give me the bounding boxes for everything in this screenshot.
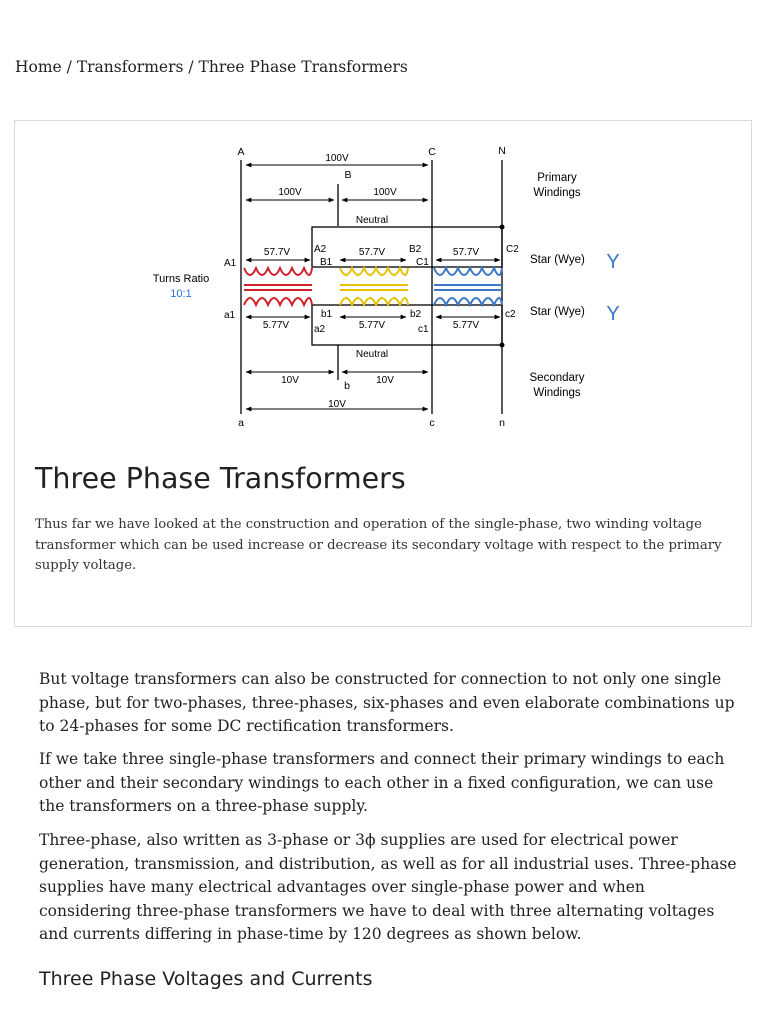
svg-text:a2: a2 <box>314 324 326 335</box>
svg-text:b2: b2 <box>410 309 422 320</box>
transformer-cores <box>244 285 502 290</box>
breadcrumb-current: Three Phase Transformers <box>198 58 408 76</box>
svg-text:C1: C1 <box>416 257 429 268</box>
svg-text:b: b <box>344 380 350 392</box>
card-title: Three Phase Transformers <box>35 462 406 495</box>
svg-text:b1: b1 <box>321 309 333 320</box>
svg-text:A2: A2 <box>314 244 327 255</box>
breadcrumb-separator: / <box>61 58 77 76</box>
svg-text:100V: 100V <box>278 187 302 198</box>
svg-text:c: c <box>429 417 435 429</box>
svg-text:a: a <box>238 417 244 429</box>
svg-text:100V: 100V <box>325 153 349 164</box>
paragraph-2: If we take three single-phase transformers and connect their primary windings to each other and their secondary windings to each other in a fixed configuration, we can use the transformers on a three-phase supply. <box>39 750 725 815</box>
svg-text:Neutral: Neutral <box>355 215 389 226</box>
voltage-labels <box>263 153 479 410</box>
svg-text:C2: C2 <box>506 244 519 255</box>
svg-text:B1: B1 <box>320 257 333 268</box>
three-phase-transformer-diagram <box>130 140 620 440</box>
svg-text:57.7V: 57.7V <box>263 247 291 258</box>
svg-text:5.77V: 5.77V <box>452 320 480 331</box>
breadcrumb <box>15 58 408 76</box>
svg-text:Primary: Primary <box>537 172 577 184</box>
breadcrumb-separator: / <box>183 58 199 76</box>
svg-text:Windings: Windings <box>533 387 581 399</box>
svg-text:C: C <box>428 146 436 158</box>
svg-text:10V: 10V <box>281 375 299 386</box>
svg-text:c2: c2 <box>505 309 516 320</box>
svg-text:c1: c1 <box>418 324 429 335</box>
primary-coils <box>244 268 502 275</box>
svg-text:Secondary: Secondary <box>529 372 585 384</box>
svg-text:A1: A1 <box>224 258 237 269</box>
star-symbol-icon: Y <box>606 251 620 273</box>
breadcrumb-home-link[interactable]: Home <box>15 58 62 76</box>
svg-text:B: B <box>344 169 352 181</box>
svg-text:100V: 100V <box>373 187 397 198</box>
svg-text:57.7V: 57.7V <box>452 247 480 258</box>
paragraph-3: Three-phase, also written as 3-phase or 3ϕ supplies are used for electrical power generation, transmission, and distribution, as well as for all industrial uses. Three-phase supplies have many electrical advantages over single-phase power and when considering three-phase transformers we have to deal with three alternating voltages and currents differing in phase-time by 120 degrees as shown below. <box>39 831 737 943</box>
svg-text:10V: 10V <box>376 375 394 386</box>
svg-text:Neutral: Neutral <box>355 349 389 360</box>
star-symbol-icon: Y <box>606 303 620 325</box>
svg-text:B2: B2 <box>409 244 422 255</box>
star-wye-label-primary: Star (Wye) <box>530 254 585 266</box>
paragraph-1: But voltage transformers can also be constructed for connection to not only one single phase, but for two-phases, three-phases, six-phases and even elaborate combinations up to 24-phases for some DC rectification transformers. <box>39 670 735 735</box>
star-wye-label-secondary: Star (Wye) <box>530 306 585 318</box>
svg-text:N: N <box>498 145 506 157</box>
card-intro-text: Thus far we have looked at the construction and operation of the single-phase, two winding voltage transformer which can be used increase or decrease its secondary voltage with respect to the primary supply voltage. <box>35 517 722 573</box>
svg-text:a1: a1 <box>224 310 236 321</box>
svg-text:5.77V: 5.77V <box>262 320 290 331</box>
breadcrumb-transformers-link[interactable]: Transformers <box>76 58 184 76</box>
section-title: Three Phase Voltages and Currents <box>39 968 373 990</box>
side-labels <box>530 172 585 399</box>
turns-ratio-label: Turns Ratio <box>152 273 210 285</box>
svg-text:57.7V: 57.7V <box>358 247 386 258</box>
svg-text:5.77V: 5.77V <box>358 320 386 331</box>
svg-text:A: A <box>237 146 245 158</box>
turns-ratio-value: 10:1 <box>170 288 192 300</box>
svg-text:10V: 10V <box>328 399 346 410</box>
secondary-coils <box>244 298 502 305</box>
svg-text:Windings: Windings <box>533 187 581 199</box>
svg-text:n: n <box>499 417 505 429</box>
dimension-arrows <box>246 165 500 409</box>
